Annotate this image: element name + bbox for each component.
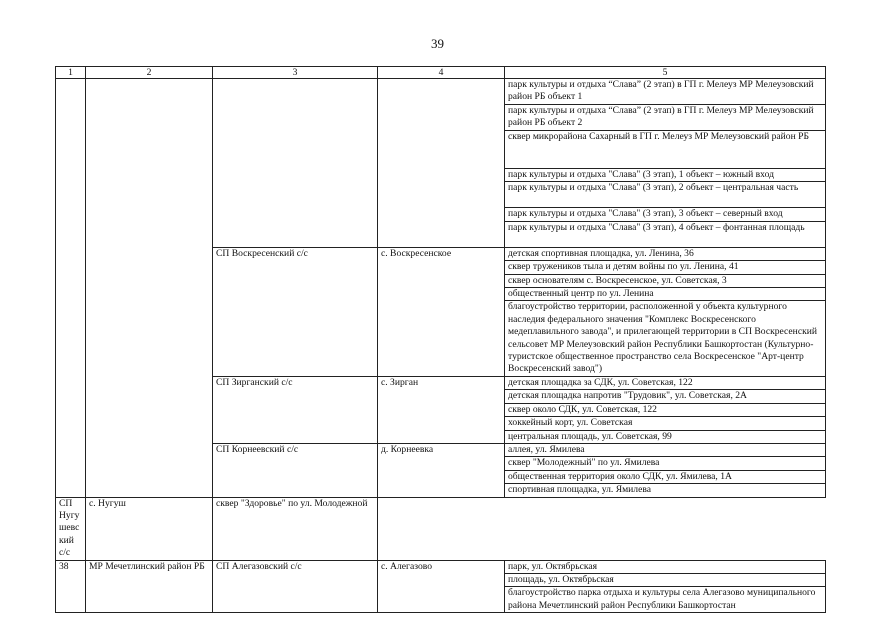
object-cell: хоккейный корт, ул. Советская xyxy=(505,417,826,430)
object-cell: центральная площадь, ул. Советская, 99 xyxy=(505,430,826,443)
district-cell: МР Мечетлинский район РБ xyxy=(86,560,213,613)
row-number-cell xyxy=(56,79,86,498)
object-cell: парк культуры и отдыха “Слава” (2 этап) в ГП г. Мелеуз МР Мелеузовский район РБ объект 1 xyxy=(505,79,826,105)
object-cell: парк культуры и отдыха "Слава" (3 этап), 3 объект – северный вход xyxy=(505,208,826,221)
object-cell: сквер основателям с. Воскресенское, ул. Советская, 3 xyxy=(505,274,826,287)
sp-cell: СП Зирганский с/с xyxy=(213,376,378,443)
header-col-4: 4 xyxy=(378,67,505,79)
object-cell: детская спортивная площадка, ул. Ленина, 36 xyxy=(505,247,826,260)
settlement-cell: с. Алегазово xyxy=(378,560,505,613)
object-cell: парк культуры и отдыха "Слава" (3 этап), 2 объект – центральная часть xyxy=(505,182,826,208)
object-cell: парк культуры и отдыха "Слава" (3 этап), 1 объект – южный вход xyxy=(505,169,826,182)
sp-cell xyxy=(213,79,378,248)
settlement-cell xyxy=(378,79,505,248)
objects-table xyxy=(55,66,826,613)
object-cell: благоустройство парка отдыха и культуры села Алегазово муниципального района Мечетлинский район Республики Башкортостан xyxy=(505,587,826,613)
object-cell: сквер микрорайона Сахарный в ГП г. Мелеуз МР Мелеузовский район РБ xyxy=(505,131,826,169)
table-row xyxy=(56,79,826,105)
object-cell: сквер "Здоровье" по ул. Молодежной xyxy=(213,497,378,560)
settlement-cell: с. Воскресенское xyxy=(378,247,505,376)
object-cell: общественная территория около СДК, ул. Ямилева, 1А xyxy=(505,470,826,483)
object-cell: благоустройство территории, расположенной у объекта культурного наследия федерального значения "Комплекс Воскресенского медеплавильного завода", и прилегающей территории в СП Воскресенский сельсовет МР Мелеузовский район Республики Башкортостан (Культурно-туристское общественное пространство села Воскресенское "Арт-центр Воскресенский завод") xyxy=(505,301,826,376)
object-cell: сквер "Молодежный" по ул. Ямилева xyxy=(505,457,826,470)
object-cell: спортивная площадка, ул. Ямилева xyxy=(505,484,826,497)
object-cell: парк культуры и отдыха “Слава” (2 этап) в ГП г. Мелеуз МР Мелеузовский район РБ объект 2 xyxy=(505,105,826,131)
sp-cell: СП Алегазовский с/с xyxy=(213,560,378,613)
object-cell: общественный центр по ул. Ленина xyxy=(505,288,826,301)
row-number-cell: 38 xyxy=(56,560,86,613)
sp-cell: СП Воскресенский с/с xyxy=(213,247,378,376)
table-row xyxy=(56,497,826,560)
settlement-cell: с. Зирган xyxy=(378,376,505,443)
settlement-cell: д. Корнеевка xyxy=(378,443,505,497)
page-number: 39 xyxy=(431,36,444,51)
object-cell: парк культуры и отдыха "Слава" (3 этап), 4 объект – фонтанная площадь xyxy=(505,221,826,247)
object-cell: сквер около СДК, ул. Советская, 122 xyxy=(505,403,826,416)
header-col-2: 2 xyxy=(86,67,213,79)
sp-cell: СП Корнеевский с/с xyxy=(213,443,378,497)
object-cell: парк, ул. Октябрьская xyxy=(505,560,826,573)
header-col-5: 5 xyxy=(505,67,826,79)
object-cell: площадь, ул. Октябрьская xyxy=(505,573,826,586)
district-cell xyxy=(86,79,213,498)
object-cell: детская площадка за СДК, ул. Советская, 122 xyxy=(505,376,826,389)
sp-cell: СП Нугушевский с/с xyxy=(56,497,86,560)
header-col-3: 3 xyxy=(213,67,378,79)
settlement-cell: с. Нугуш xyxy=(86,497,213,560)
table-row xyxy=(56,560,826,573)
object-cell: аллея, ул. Ямилева xyxy=(505,443,826,456)
object-cell: сквер тружеников тыла и детям войны по ул. Ленина, 41 xyxy=(505,261,826,274)
table-header-row xyxy=(56,67,826,79)
header-col-1: 1 xyxy=(56,67,86,79)
object-cell: детская площадка напротив "Трудовик", ул. Советская, 2А xyxy=(505,390,826,403)
